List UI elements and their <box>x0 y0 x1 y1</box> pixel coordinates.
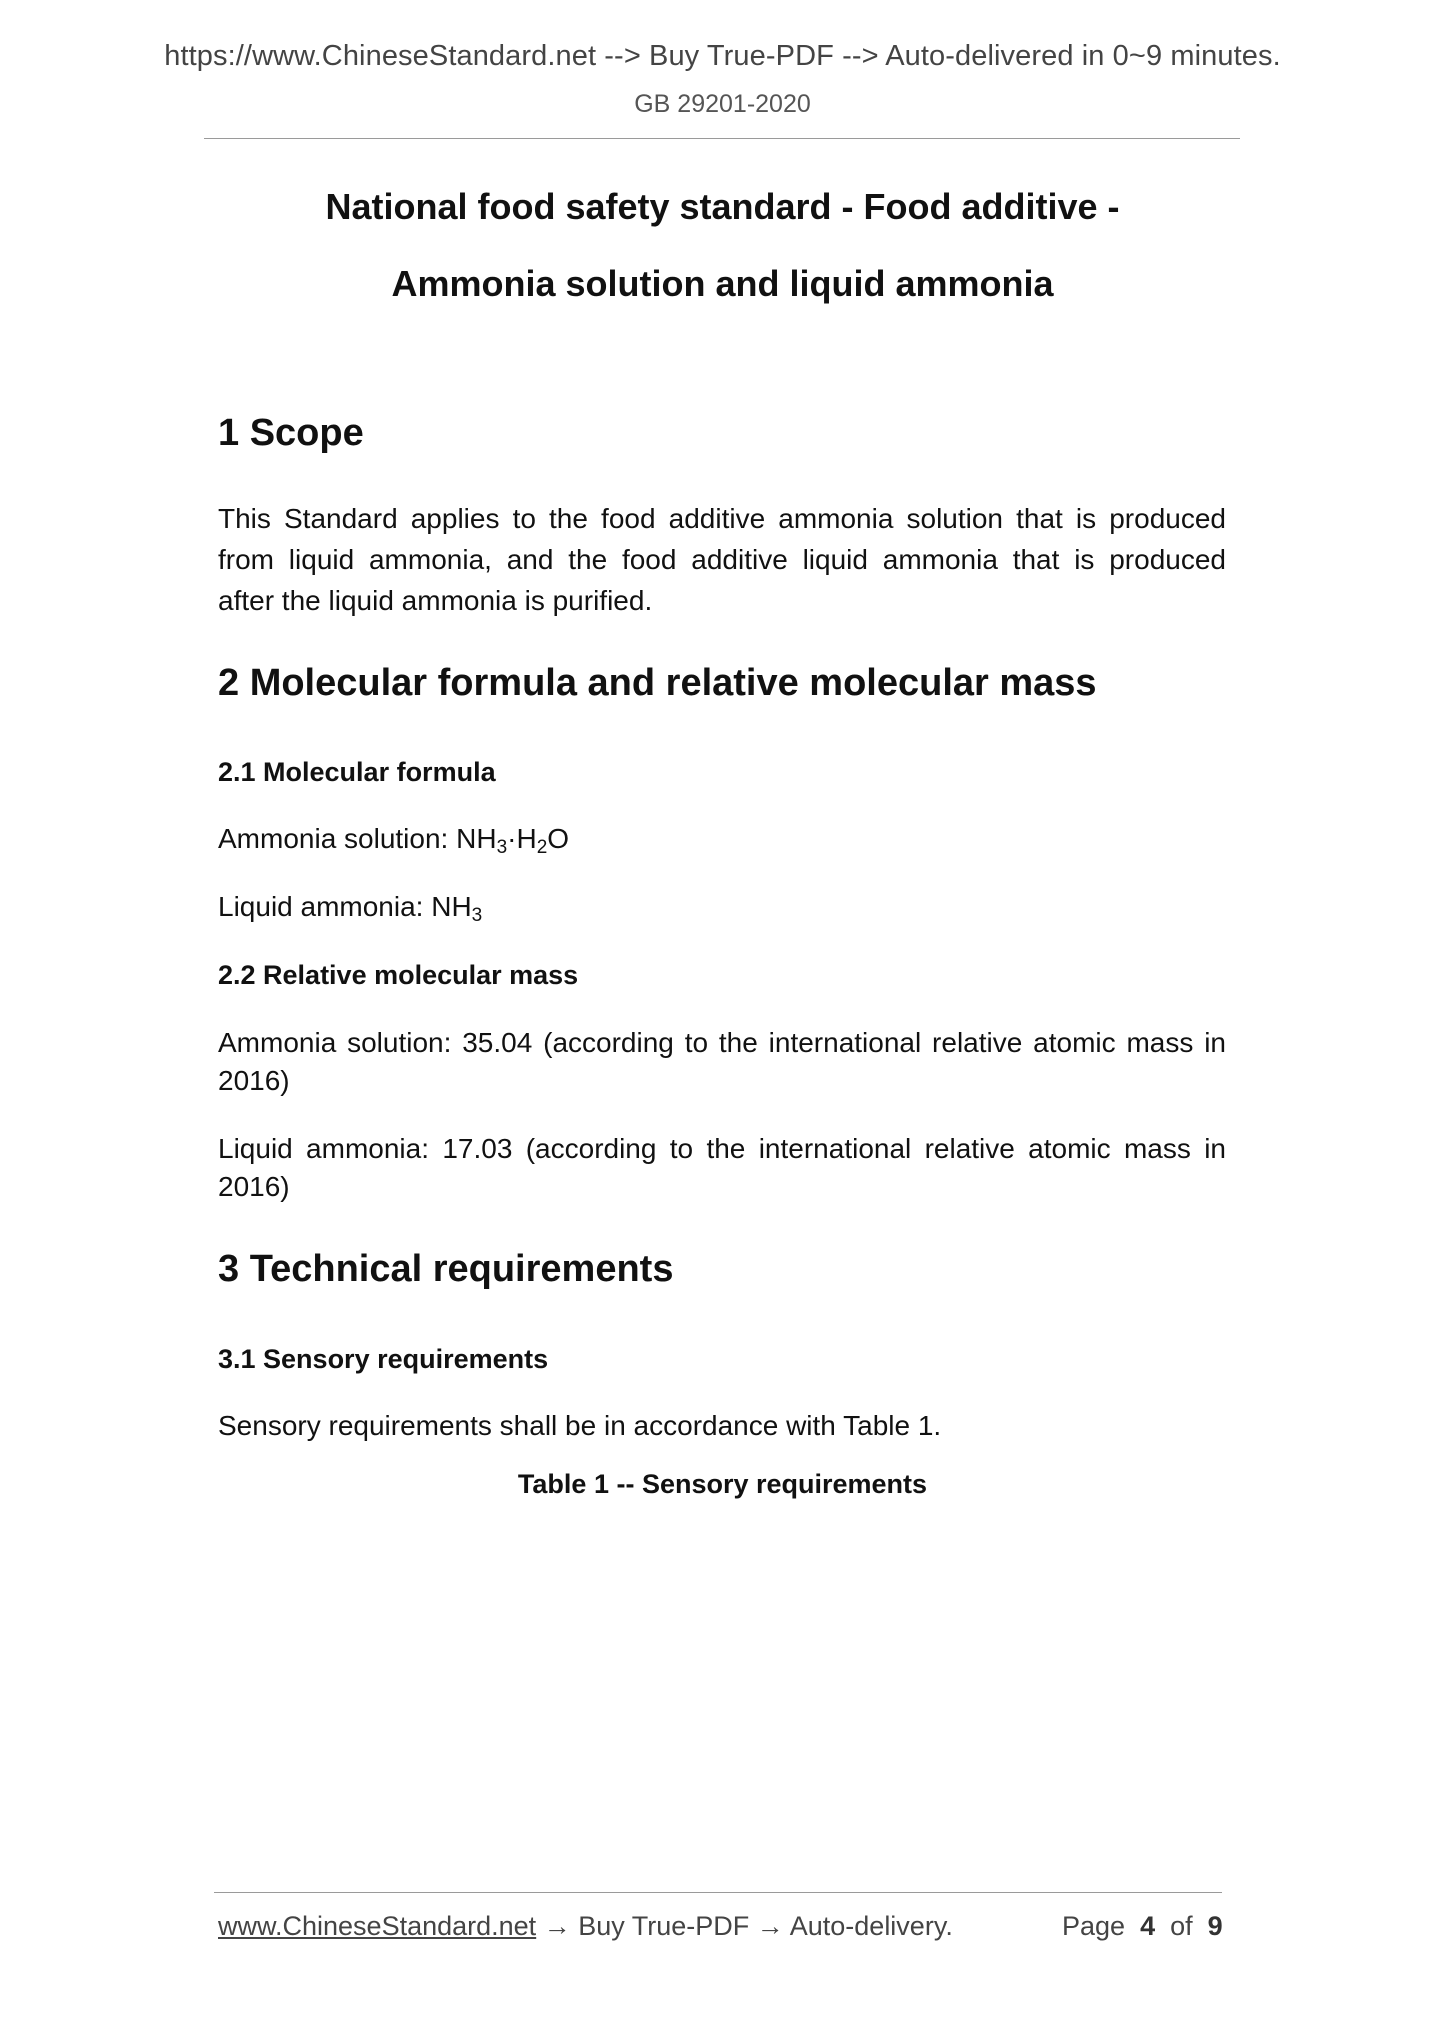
page-indicator: Page 4 of 9 <box>1062 1911 1223 1941</box>
ammonia-solution-mass-line-2: 2016) <box>218 1065 290 1096</box>
document-title-line-1: National food safety standard - Food additive - <box>325 186 1120 227</box>
ammonia-solution-mass <box>218 1027 1226 1097</box>
scope-line-2: from liquid ammonia, and the food additive liquid ammonia that is produced <box>218 544 1226 575</box>
liquid-ammonia-mass-line-2: 2016) <box>218 1171 290 1202</box>
section-1-heading: 1 Scope <box>218 412 364 454</box>
section-2-2-heading: 2.2 Relative molecular mass <box>218 960 579 990</box>
scope-line-1: This Standard applies to the food additive ammonia solution that is produced <box>218 503 1226 534</box>
scope-line-3: after the liquid ammonia is purified. <box>218 585 653 616</box>
section-2-1-heading: 2.1 Molecular formula <box>218 757 496 787</box>
header-divider <box>204 138 1240 139</box>
footer-promo <box>218 1911 953 1942</box>
document-title-line-2: Ammonia solution and liquid ammonia <box>391 263 1054 304</box>
liquid-ammonia-formula: Liquid ammonia: $NH_3$ <box>218 891 483 926</box>
sensory-requirements-text: Sensory requirements shall be in accordance with Table 1. <box>218 1410 942 1441</box>
footer-site-link[interactable]: www.ChineseStandard.net <box>218 1911 537 1941</box>
liquid-ammonia-mass-line-1: Liquid ammonia: 17.03 (according to the international relative atomic mass in <box>218 1133 1226 1164</box>
header-url-line: https://www.ChineseStandard.net --> Buy True-PDF --> Auto-delivered in 0~9 minutes. <box>164 40 1281 72</box>
current-page-number: 4 <box>1140 1911 1156 1941</box>
footer-promo-text: → Buy True-PDF → Auto-delivery. <box>536 1911 953 1941</box>
liquid-ammonia-mass <box>218 1133 1226 1203</box>
section-3-heading: 3 Technical requirements <box>218 1248 674 1290</box>
scope-paragraph <box>218 503 1226 617</box>
section-2-heading: 2 Molecular formula and relative molecular mass <box>218 662 1097 704</box>
standard-code: GB 29201-2020 <box>634 90 811 118</box>
section-3-1-heading: 3.1 Sensory requirements <box>218 1344 549 1374</box>
table-1-caption: Table 1 -- Sensory requirements <box>517 1469 928 1499</box>
footer-divider <box>214 1892 1222 1893</box>
ammonia-solution-formula: Ammonia solution: $NH_3\cdot H_2O$ <box>218 823 570 858</box>
total-pages-number: 9 <box>1207 1911 1223 1941</box>
ammonia-solution-mass-line-1: Ammonia solution: 35.04 (according to the international relative atomic mass in <box>218 1027 1226 1058</box>
